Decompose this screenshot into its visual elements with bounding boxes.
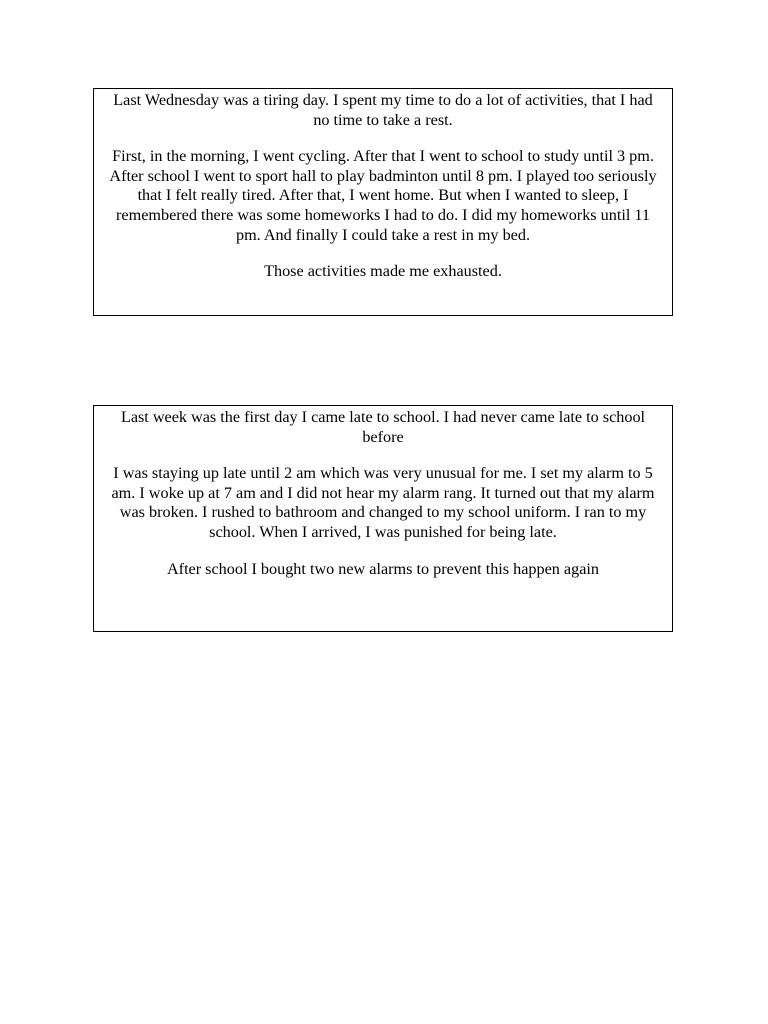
story-box-wednesday [93,88,673,316]
story-body-paragraph: First, in the morning, I went cycling. After that I went to school to study until 3 pm. After school I went to sport hall to play badminton until 8 pm. I played too seriously that I felt really tired. After that, I went home. But when I wanted to sleep, I remembered there was some homeworks I had to do. I did my homeworks until 11 pm. And finally I could take a rest in my bed. [109,147,657,244]
story-intro-paragraph: Last Wednesday was a tiring day. I spent my time to do a lot of activities, that I had no time to take a rest. [113,91,653,129]
story-conclusion-paragraph: Those activities made me exhausted. [264,262,502,281]
story-intro-paragraph: Last week was the first day I came late to school. I had never came late to school before [120,408,646,446]
story-box-late-to-school [93,405,673,632]
story-body-paragraph: I was staying up late until 2 am which was very unusual for me. I set my alarm to 5 am. I woke up at 7 am and I did not hear my alarm rang. It turned out that my alarm was broken. I rushed to bathroom and changed to my school uniform. I ran to my school. When I arrived, I was punished for being late. [111,464,655,541]
story-conclusion-paragraph: After school I bought two new alarms to prevent this happen again [166,559,599,578]
